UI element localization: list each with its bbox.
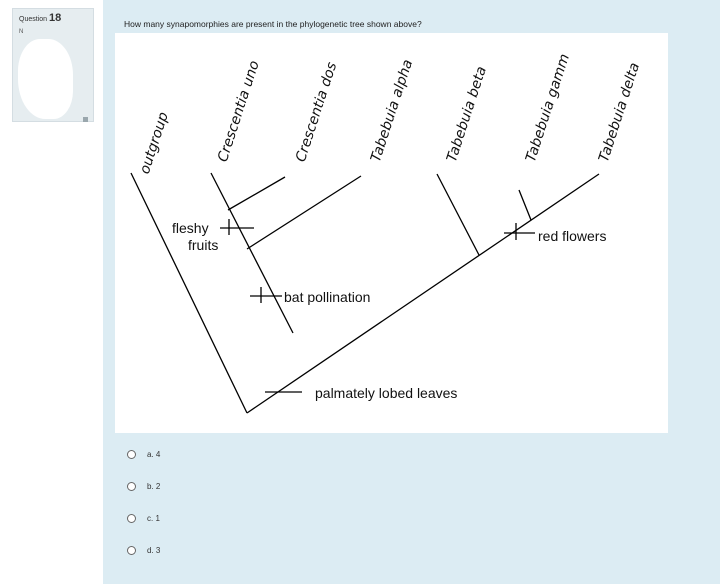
option-label: d. 3	[147, 545, 161, 555]
taxon-tabebuia-beta: Tabebuia beta	[444, 64, 490, 164]
trait-fleshy-line1: fleshy	[172, 220, 209, 236]
taxon-tabebuia-gamma: Tabebuia gamm	[523, 51, 574, 164]
taxon-crescentia-uno: Crescentia uno	[215, 58, 263, 164]
option-label: c. 1	[147, 513, 160, 523]
radio-button[interactable]	[127, 450, 136, 459]
option-label: b. 2	[147, 481, 161, 491]
option-b[interactable]	[127, 480, 160, 492]
question-text: How many synapomorphies are present in the phylogenetic tree shown above?	[124, 19, 422, 29]
trait-red-flowers: red flowers	[538, 228, 607, 244]
trait-bat-pollination: bat pollination	[284, 289, 371, 305]
trait-palmately-lobed-leaves: palmately lobed leaves	[315, 385, 458, 401]
trait-fleshy-fruits	[172, 220, 218, 254]
question-navigation-sidebar	[0, 0, 103, 584]
option-c[interactable]	[127, 512, 160, 524]
radio-button[interactable]	[127, 546, 136, 555]
question-label-prefix: Question	[19, 16, 48, 23]
radio-button[interactable]	[127, 514, 136, 523]
phylogenetic-tree-image	[115, 33, 668, 433]
question-number: 18	[48, 12, 62, 24]
taxon-tabebuia-delta: Tabebuia delta	[596, 60, 644, 164]
flag-icon[interactable]	[83, 117, 88, 122]
option-label: a. 4	[147, 449, 161, 459]
radio-button[interactable]	[127, 482, 136, 491]
question-info-box	[12, 8, 94, 122]
question-status: N	[19, 29, 24, 35]
taxon-tabebuia-alpha: Tabebuia alpha	[368, 57, 417, 164]
option-d[interactable]	[127, 544, 160, 556]
taxon-outgroup: outgroup	[137, 110, 172, 176]
question-thumbnail	[18, 39, 73, 119]
option-a[interactable]	[127, 448, 160, 460]
trait-fleshy-line2: fruits	[188, 237, 219, 253]
answer-options	[127, 448, 160, 576]
taxon-crescentia-dos: Crescentia dos	[293, 60, 341, 164]
question-label	[19, 12, 61, 24]
